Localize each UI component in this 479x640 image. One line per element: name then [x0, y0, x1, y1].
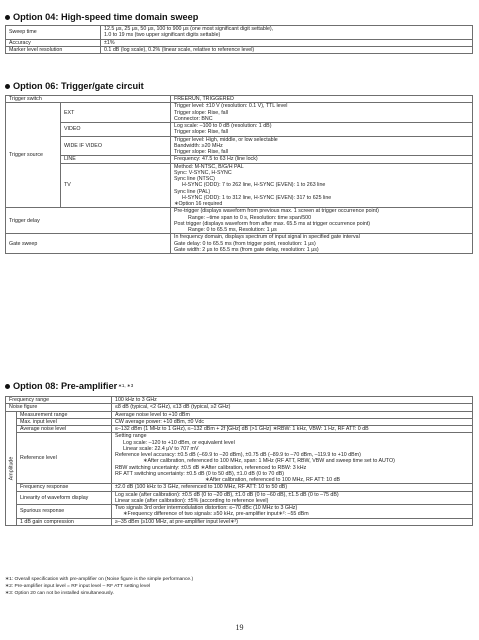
value-line: Range: –time span to 0 s, Resolution: time span/500: [188, 214, 312, 221]
row-value: ±1%: [101, 39, 473, 46]
row-label: Measurement range: [17, 411, 112, 418]
table-row: [6, 234, 473, 254]
row-value: CW average power: +10 dBm, ±0 Vdc: [112, 418, 473, 425]
row-label: Trigger delay: [6, 208, 171, 234]
table-row: [6, 163, 473, 208]
bullet-icon: [5, 15, 10, 20]
option-08-table: [5, 396, 473, 526]
row-value: ≤–132 dBm (1 MHz to 1 GHz), ≤–132 dBm + 2f [GHz] dB (>1 GHz) ∗RBW: 1 kHz, VBW: 1 Hz, RF ATT: 0 dB: [112, 426, 473, 433]
row-label: VIDEO: [61, 123, 171, 137]
footnote: ∗3: Option 20 can not be installed simultaneously.: [5, 591, 114, 596]
value-line: H-SYNC (ODD): 1 to 312 line, H-SYNC (EVEN): 317 to 625 line: [182, 194, 332, 201]
row-label: Frequency response: [17, 484, 112, 491]
row-value: [171, 103, 473, 123]
value-line: Gate delay: 0 to 65.5 ms (from trigger point, resolution: 1 μs): [174, 240, 316, 247]
table-row: [6, 39, 473, 46]
option-04-heading: [5, 12, 198, 22]
table-row: [6, 397, 473, 404]
row-value: ≤8 dB (typical, <2 GHz), ≤13 dB (typical, ≥2 GHz): [112, 404, 473, 411]
row-label: Reference level: [17, 433, 112, 484]
table-row: [6, 46, 473, 53]
value-line: Log scale: –100 to 0 dB (resolution: 1 dB): [174, 123, 272, 129]
row-label: Accuracy: [6, 39, 101, 46]
row-label: Average noise level: [17, 426, 112, 433]
table-row: [6, 208, 473, 234]
value-line: Post trigger (displays waveform from after max. 65.5 ms at trigger occurrence point): [174, 220, 371, 227]
value-line: Trigger level: ±10 V (resolution: 0.1 V), TTL level: [174, 103, 288, 110]
row-value: 0.1 dB (log scale), 0.2% (linear scale, relative to reference level): [101, 46, 473, 53]
bullet-icon: [5, 84, 10, 89]
option-06-heading: [5, 81, 144, 91]
row-value: 100 kHz to 3 GHz: [112, 397, 473, 404]
table-row: [6, 96, 473, 103]
value-line: Linear scale: 22.4 μV to 707 mV: [123, 445, 199, 452]
amplitude-label: Amplitude: [6, 411, 17, 525]
option-04-table: [5, 25, 473, 54]
row-label: Sweep time: [6, 26, 101, 40]
value-line: Method: M-NTSC, B/G/H PAL: [174, 163, 244, 170]
row-label: WIDE IF VIDEO: [61, 136, 171, 156]
value-line: Sync: V-SYNC, H-SYNC: [174, 169, 232, 176]
row-label: Marker level resolution: [6, 46, 101, 53]
value-line: 1.0 to 19 ms (two upper significant digits settable): [104, 32, 221, 39]
table-row: [6, 411, 473, 418]
table-row: [6, 404, 473, 411]
row-value: Frequency: 47.5 to 63 Hz (line lock): [171, 156, 473, 163]
value-line: In frequency domain, displays spectrum of input signal in specified gate interval: [174, 234, 360, 241]
option-06-title: Option 06: Trigger/gate circuit: [13, 81, 144, 91]
value-line: Pre-trigger (displays waveform from previous max. 1 screen at trigger occurrence point): [174, 208, 379, 215]
footnote: ∗2: Pre-amplifier input level = RF input level – RF ATT setting level: [5, 584, 151, 589]
row-label: LINE: [61, 156, 171, 163]
option-08-heading: [5, 381, 133, 391]
value-line: Log scale: –120 to +10 dBm, or equivalent level: [123, 439, 235, 446]
row-value: [171, 208, 473, 234]
value-line: Connector: BNC: [174, 115, 213, 122]
value-line: Trigger level: High, middle, or low selectable: [174, 136, 278, 143]
table-row: [6, 484, 473, 491]
table-row: [6, 505, 473, 519]
value-line: Trigger slope: Rise, fall: [174, 149, 228, 155]
row-label: Max. input level: [17, 418, 112, 425]
table-row: [6, 433, 473, 484]
row-value: [112, 491, 473, 505]
page-number: 19: [235, 623, 244, 632]
table-row: [6, 426, 473, 433]
row-value: [101, 26, 473, 40]
bullet-icon: [5, 384, 10, 389]
trigger-source-label: Trigger source: [6, 103, 61, 208]
row-value: [112, 433, 473, 484]
row-label: Frequency range: [6, 397, 112, 404]
row-value: [171, 123, 473, 137]
row-label: Trigger switch: [6, 96, 171, 103]
row-label: Linearity of waveform display: [17, 491, 112, 505]
row-label: EXT: [61, 103, 171, 123]
row-label: 1 dB gain compression: [17, 518, 112, 525]
value-line: Linear scale (after calibration): ±5% (according to reference level): [115, 497, 269, 504]
value-line: H-SYNC (ODD): 7 to 262 line, H-SYNC (EVEN): 1 to 263 line: [182, 182, 326, 189]
value-line: Two signals 3rd order intermodulation distortion: ≤–70 dBc (10 MHz to 3 GHz): [115, 505, 298, 511]
row-label: Noise figure: [6, 404, 112, 411]
value-line: Sync line (PAL): [174, 188, 211, 195]
value-line: Trigger slope: Rise, fall: [174, 109, 228, 116]
value-line: Reference level accuracy: ±0.5 dB (–69.9 to –20 dBm), ±0.75 dB (–89.9 to –70 dBm, –119.9 to +10 dBm): [115, 452, 361, 458]
value-line: Trigger slope: Rise, fall: [174, 129, 228, 136]
row-label: Spurious response: [17, 505, 112, 519]
table-row: [6, 26, 473, 40]
row-label: Gate sweep: [6, 234, 171, 254]
value-line: ∗Option 16 required: [174, 201, 223, 207]
value-line: RF ATT switching uncertainty: ±0.5 dB (0 to 50 dB), ±1.0 dB (0 to 70 dB): [115, 470, 285, 477]
option-06-table: [5, 95, 473, 254]
value-line: Setting range: [115, 433, 147, 440]
row-value: ±2.0 dB (100 kHz to 3 GHz, referenced to 100 MHz, RF ATT: 10 to 50 dB): [112, 484, 473, 491]
value-line: RBW switching uncertainty: ±0.5 dB ∗After calibration, referenced to RBW: 3 kHz: [115, 464, 307, 471]
row-value: ≥–35 dBm (≥100 MHz, at pre-amplifier input level∗²): [112, 518, 473, 525]
value-line: Log scale (after calibration): ±0.5 dB (0 to –20 dB), ±1.0 dB (0 to –60 dB), ±1.5 dB (0 to –75 dB): [115, 491, 339, 498]
row-value: [171, 234, 473, 254]
row-value: [112, 505, 473, 519]
table-row: [6, 418, 473, 425]
value-line: ∗Frequency difference of two signals: ≥50 kHz, pre-amplifier input∗²: –55 dBm: [123, 511, 309, 518]
footnote: ∗1: Overall specification with pre-amplifier on (Noise figure is the simple performance.): [5, 577, 194, 582]
table-row: [6, 136, 473, 156]
row-value: [171, 163, 473, 208]
table-row: [6, 156, 473, 163]
table-row: [6, 123, 473, 137]
value-line: 12.5 μs, 25 μs, 50 μs, 100 to 900 μs (one most significant digit settable),: [104, 26, 274, 32]
value-line: ∗After calibration, referenced to 100 MHz, span: 1 MHz (RF ATT, RBW, VBW and sweep time set to AUTO): [143, 458, 395, 465]
option-08-footnote-ref: ∗1, ∗3: [118, 383, 134, 388]
option-08-title: Option 08: Pre-amplifier: [13, 381, 118, 391]
row-value: Average noise level to +10 dBm: [112, 411, 473, 418]
row-label: TV: [61, 163, 171, 208]
value-line: ∗After calibration, referenced to 100 MHz, RF ATT: 10 dB: [205, 477, 341, 483]
row-value: FREERUN, TRIGGERED: [171, 96, 473, 103]
option-04-title: Option 04: High-speed time domain sweep: [13, 12, 199, 22]
row-value: [171, 136, 473, 156]
value-line: Bandwidth: ≥20 MHz: [174, 142, 223, 149]
table-row: [6, 491, 473, 505]
table-row: [6, 103, 473, 123]
value-line: Sync line (NTSC): [174, 176, 215, 182]
value-line: Gate width: 2 μs to 65.5 ms (from gate delay, resolution: 1 μs): [174, 246, 319, 253]
value-line: Range: 0 to 65.5 ms, Resolution: 1 μs: [188, 227, 277, 233]
table-row: [6, 518, 473, 525]
